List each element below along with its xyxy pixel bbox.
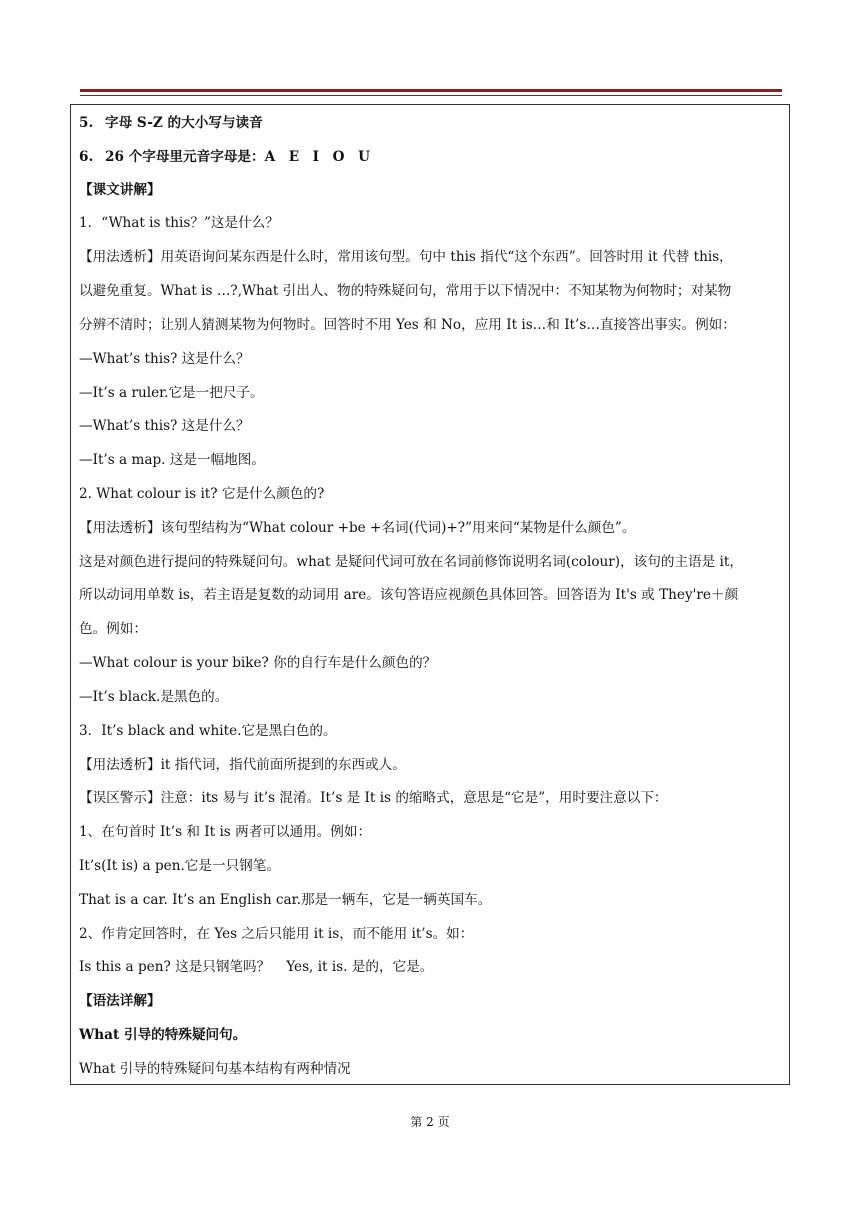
text-line: What 引导的特殊疑问句基本结构有两种情况 bbox=[79, 1061, 351, 1077]
text-line: 2、作肯定回答时，在 Yes 之后只能用 it is，而不能用 it’s。如： bbox=[79, 926, 474, 942]
example-line: —It’s a map. 这是一幅地图。 bbox=[79, 452, 265, 468]
example-line: —What’s this? 这是什么？ bbox=[79, 351, 250, 367]
usage-paragraph-2: 【用法透析】该句型结构为“What colour +be +名词(代词)+?”用来问“某物是什么颜色”。 bbox=[79, 520, 636, 536]
grammar-subheading: What 引导的特殊疑问句。 bbox=[79, 1027, 247, 1043]
usage-paragraph-1: 【用法透析】用英语询问某东西是什么时，常用该句型。句中 this 指代“这个东西”。回答时用 it 代替 this， bbox=[79, 249, 733, 265]
list-item-6: 6. 26 个字母里元音字母是：A E I O U bbox=[79, 149, 370, 165]
list-item-5: 5. 字母 S-Z 的大小写与读音 bbox=[79, 115, 263, 131]
page-footer: 第 2 页 bbox=[410, 1115, 450, 1129]
section-heading-grammar: 【语法详解】 bbox=[79, 993, 161, 1009]
section-heading-lesson: 【课文讲解】 bbox=[79, 182, 161, 198]
example-line: That is a car. It’s an English car.那是一辆车，它是一辆英国车。 bbox=[79, 892, 492, 908]
text-line: 色。例如： bbox=[79, 621, 147, 637]
warning-paragraph: 【误区警示】注意：its 易与 it’s 混淆。It’s 是 It is 的缩略式，意思是“它是”，用时要注意以下： bbox=[79, 790, 668, 806]
header-rule-thin bbox=[80, 95, 782, 96]
example-line: It’s(It is) a pen.它是一只钢笔。 bbox=[79, 858, 280, 874]
point-3-title: 3．It’s black and white.它是黑白色的。 bbox=[79, 723, 337, 739]
text-line: 所以动词用单数 is，若主语是复数的动词用 are。该句答语应视颜色具体回答。回答语为 It's 或 They're＋颜 bbox=[79, 587, 739, 603]
example-line: —It’s black.是黑色的。 bbox=[79, 689, 229, 705]
example-line: —It’s a ruler.它是一把尺子。 bbox=[79, 385, 264, 401]
point-1-title: 1．“What is this？”这是什么？ bbox=[79, 215, 279, 231]
usage-paragraph-3: 【用法透析】it 指代词，指代前面所提到的东西或人。 bbox=[79, 757, 406, 773]
text-line: 1、在句首时 It’s 和 It is 两者可以通用。例如： bbox=[79, 824, 372, 840]
text-line: 以避免重复。What is …?,What 引出人、物的特殊疑问句，常用于以下情况中：不知某物为何物时；对某物 bbox=[79, 283, 732, 299]
example-line: —What’s this? 这是什么？ bbox=[79, 418, 250, 434]
header-rule-thick bbox=[80, 89, 782, 92]
example-line: Is this a pen? 这是只钢笔吗？ Yes, it is. 是的，它是。 bbox=[79, 959, 434, 975]
point-2-title: 2. What colour is it? 它是什么颜色的? bbox=[79, 486, 325, 502]
example-line: —What colour is your bike? 你的自行车是什么颜色的？ bbox=[79, 655, 437, 671]
text-line: 分辨不清时；让别人猜测某物为何物时。回答时不用 Yes 和 No，应用 It is…和 It’s…直接答出事实。例如： bbox=[79, 317, 736, 333]
text-line: 这是对颜色进行提问的特殊疑问句。what 是疑问代词可放在名词前修饰说明名词(colour)，该句的主语是 it， bbox=[79, 554, 743, 570]
